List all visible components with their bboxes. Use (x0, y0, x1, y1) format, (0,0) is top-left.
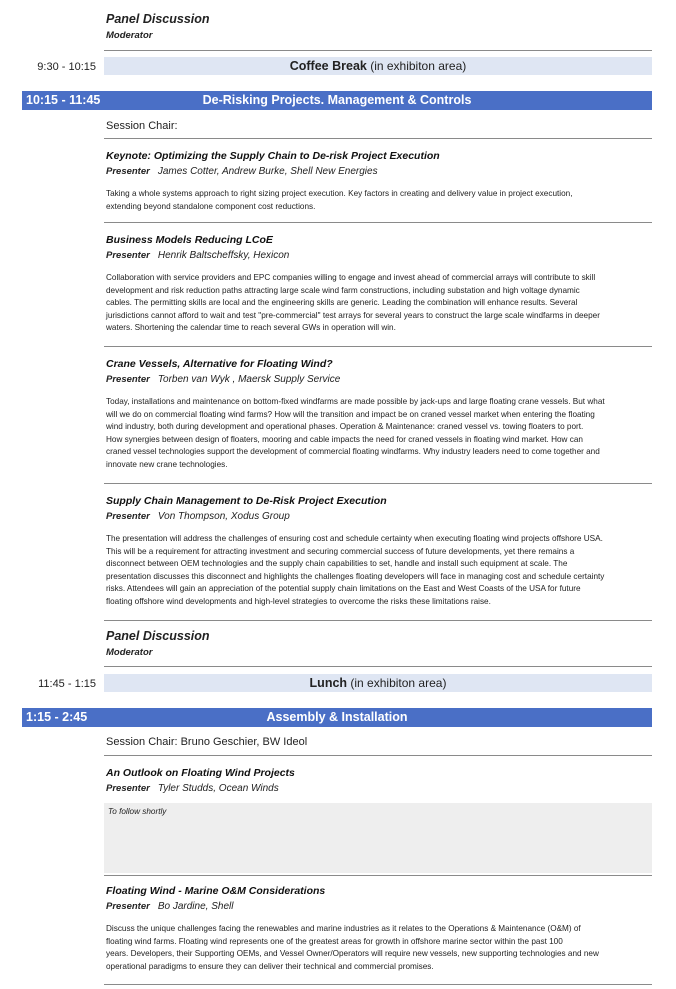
abstract-line: development and risk reduction paths attracting large scale wind farm constructions, including substation and high voltage dynamic (106, 285, 580, 295)
abstract-line: operational paradigms to ensure they can deliver their technical and commercial promises. (106, 961, 434, 971)
session-chair: Session Chair: Bruno Geschier, BW Ideol (106, 736, 308, 748)
abstract-line: floating offshore wind developments and high-level strategies to overcome the risks these limitations raise. (106, 596, 491, 606)
abstract-line: floating wind farms. Floating wind represents one of the greatest areas for growth in offshore marine sector within the past 100 (106, 936, 563, 946)
talk-abstract (106, 272, 652, 335)
abstract-line: extending beyond standalone component cost reductions. (106, 201, 316, 211)
abstract-line: This will be a requirement for attracting investment and securing commercial success of future developments, yet there remains a (106, 546, 575, 556)
session-title: Assembly & Installation (266, 710, 408, 724)
panel-discussion-title: Panel Discussion (106, 629, 210, 643)
abstract-placeholder: To follow shortly (108, 807, 167, 816)
abstract-line: risks. Attendees will gain an appreciation of the potential supply chain limitations on the East and West Coasts of the USA for future (106, 584, 581, 594)
divider (104, 346, 652, 347)
presenter-label: Presenter (106, 166, 150, 177)
abstract-line: will we do on commercial floating wind farms? How will the transition and impact be on craned vessel market when entering the floating (106, 409, 595, 419)
abstract-line: cables. The permitting skills are local and the engineering skills are generic. Leading the combination will enhance results. Several (106, 298, 578, 308)
talk-title: Supply Chain Management to De-Risk Project Execution (106, 495, 387, 507)
presenter-name: Von Thompson, Xodus Group (157, 511, 290, 522)
presenter-label: Presenter (106, 374, 150, 385)
talk-presenter (106, 511, 290, 522)
abstract-line: Collaboration with service providers and EPC companies willing to engage and invest ahead of commercial arrays will contribute to skill (106, 273, 596, 282)
abstract-line: Discuss the unique challenges facing the renewables and marine industries as it relates to the Operations & Maintenance (O&M) of (106, 924, 581, 933)
session-header (22, 708, 652, 727)
divider (104, 50, 652, 51)
coffee-break-label: Coffee Break (289, 59, 367, 73)
abstract-placeholder-box (104, 803, 652, 873)
abstract-line: jurisdictions cannot afford to wait and test "pre-commercial" test arrays for several years to construct the large scale windfarms in deeper (106, 310, 600, 320)
talk-presenter (106, 374, 340, 385)
divider (104, 755, 652, 756)
talk-title: Floating Wind - Marine O&M Considerations (106, 885, 326, 897)
abstract-line: presentation discusses this disconnect and highlights the challenges floating developers will face in managing cost and schedule certainty (106, 571, 605, 581)
session-chair: Session Chair: (106, 120, 178, 132)
talk-title: Business Models Reducing LCoE (106, 234, 273, 246)
talk-presenter (106, 901, 233, 912)
divider (104, 875, 652, 876)
presenter-label: Presenter (106, 511, 150, 522)
coffee-break-sub: (in exhibiton area) (366, 59, 467, 73)
presenter-name: James Cotter, Andrew Burke, Shell New Energies (157, 166, 378, 177)
panel-discussion-title: Panel Discussion (106, 12, 210, 26)
panel-moderator-label: Moderator (106, 647, 153, 658)
lunch-bar (104, 674, 652, 692)
lunch-sub: (in exhibiton area) (347, 676, 447, 690)
presenter-name: Bo Jardine, Shell (157, 901, 234, 912)
talk-abstract (106, 923, 652, 973)
session-title: De-Risking Projects. Management & Controls (202, 93, 472, 107)
abstract-line: waters. Shortening the calendar time to reach several GWs in operation will win. (106, 323, 396, 333)
abstract-line: How synergies between design of floaters, mooring and cable impacts the need for craned vessels in floating wind market. How can (106, 434, 583, 444)
talk-presenter (106, 250, 289, 261)
abstract-line: wind industry, both during development and operational phases. Operation & Maintenance: craned vessel vs. towing floaters to port. (106, 422, 584, 432)
lunch-label: Lunch (309, 676, 348, 690)
divider (104, 984, 652, 985)
talk-title: Crane Vessels, Alternative for Floating Wind? (106, 358, 333, 370)
abstract-line: The presentation will address the challenges of ensuring cost and schedule certainty when executing floating wind projects offshore USA. (106, 534, 603, 543)
divider (104, 666, 652, 667)
divider (104, 222, 652, 223)
coffee-break-bar (104, 57, 652, 75)
session-time: 10:15 - 11:45 (26, 93, 101, 107)
divider (104, 138, 652, 139)
talk-presenter (106, 783, 279, 794)
session-time: 1:15 - 2:45 (26, 710, 88, 724)
abstract-line: Today, installations and maintenance on bottom-fixed windfarms are made possible by jack-ups and large floating crane vessels. But what (106, 397, 605, 406)
abstract-line: years. Developers, their Supporting OEMs, and Vessel Owner/Operators will require new vessels, new supporting technologies and new (106, 949, 599, 959)
talk-title: Keynote: Optimizing the Supply Chain to De-risk Project Execution (106, 150, 440, 162)
divider (104, 483, 652, 484)
presenter-label: Presenter (106, 250, 150, 261)
abstract-line: disconnect between OEM technologies and the supply chain capabilities to set, handle and install such equipment at scale. The (106, 559, 568, 569)
coffee-break-time: 9:30 - 10:15 (37, 61, 96, 73)
presenter-name: Henrik Baltscheffsky, Hexicon (157, 250, 290, 261)
talk-title: An Outlook on Floating Wind Projects (106, 767, 295, 779)
presenter-label: Presenter (106, 783, 150, 794)
lunch-time: 11:45 - 1:15 (38, 678, 96, 690)
panel-moderator-label: Moderator (106, 30, 153, 41)
session-header (22, 91, 652, 110)
talk-abstract (106, 533, 652, 609)
presenter-label: Presenter (106, 901, 150, 912)
talk-presenter (106, 166, 378, 177)
abstract-line: craned vessel technologies support the development of commercial floating windfarms. Why industry leaders need to come together and (106, 447, 600, 457)
abstract-line: innovate new crane technologies. (106, 459, 228, 469)
presenter-name: Tyler Studds, Ocean Winds (157, 783, 279, 794)
talk-abstract (106, 188, 652, 213)
talk-abstract (106, 396, 652, 472)
abstract-line: Taking a whole systems approach to right sizing project execution. Key factors in creating and delivery value in project execution, (106, 189, 573, 198)
presenter-name: Torben van Wyk , Maersk Supply Service (157, 374, 341, 385)
divider (104, 620, 652, 621)
